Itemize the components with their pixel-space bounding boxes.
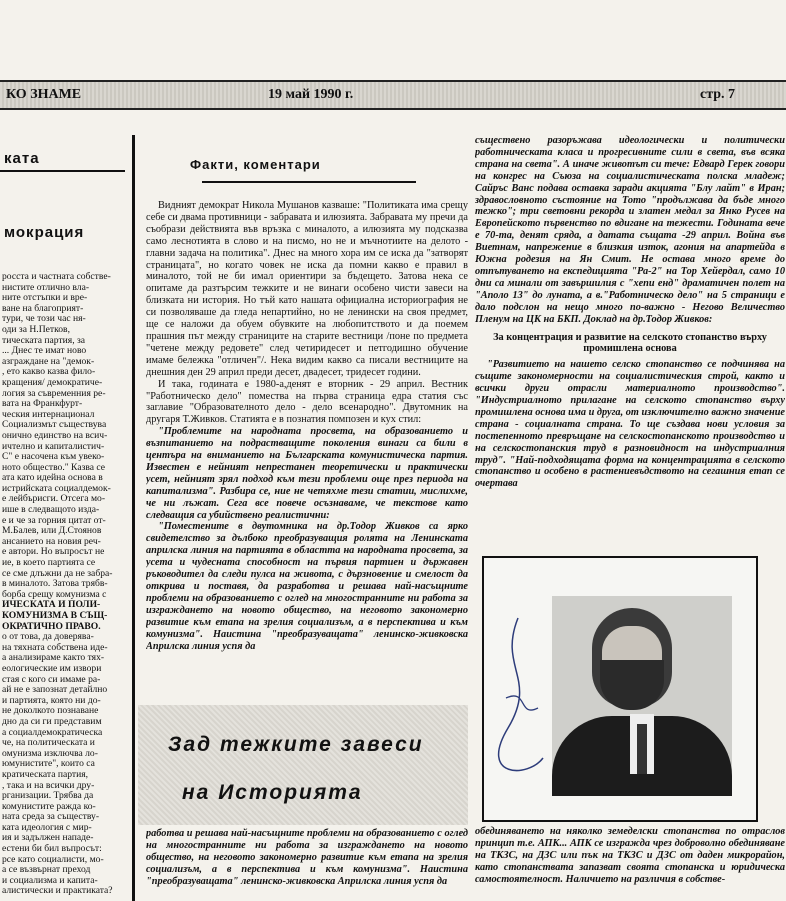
left-headline-2: мокрация: [4, 224, 85, 241]
left-column-line: , ето какво казва фило-: [2, 367, 96, 378]
left-column-line: не доколкото познаване: [2, 706, 99, 717]
article-body-middle: [146, 200, 468, 704]
subheading: За концентрация и развитие на селското стопанство върху промишлена основа: [493, 331, 767, 355]
column-rule: [132, 135, 135, 901]
left-column-line: комунистите ражда ко-: [2, 801, 96, 812]
left-column-line: ване на благоприят-: [2, 303, 84, 314]
left-column-line: кратическата партия,: [2, 769, 89, 780]
left-column-line: С" е насочена към увеко-: [2, 452, 105, 463]
left-column-line: ката идеология с мир-: [2, 822, 92, 833]
paper-name: КО ЗНАМЕ: [6, 87, 82, 102]
left-column-line: М.Балев, или Д.Стоянов: [2, 526, 102, 537]
section-heading: Факти, коментари: [190, 157, 321, 172]
left-column-line: рсе като социалисти, мо-: [2, 854, 104, 865]
left-column-line: ия и задължен нападе-: [2, 833, 94, 844]
left-column-line: ... Днес те имат ново: [2, 346, 87, 357]
left-column-line: онично единство на всич-: [2, 430, 108, 441]
left-column-line: е автори. Но въпросът не: [2, 547, 105, 558]
left-column-line: Социализмът съществува: [2, 420, 107, 431]
left-column-line: еологические им извори: [2, 663, 102, 674]
issue-date: 19 май 1990 г.: [268, 87, 354, 102]
left-column-line: КОМУНИЗМА В СЪЩ-: [2, 611, 108, 621]
left-column-line: азграждане на "демок-: [2, 356, 95, 367]
left-column-line: ИЧЕСКАТА И ПОЛИ-: [2, 600, 101, 611]
left-column-line: вата на Франкфурт-: [2, 399, 83, 410]
left-column-line: алистически и практиката?: [2, 886, 113, 897]
left-column-line: а се възвърнат преход: [2, 865, 91, 876]
signature-icon: [488, 608, 558, 788]
left-column-line: в миналото. Затова трябв-: [2, 579, 108, 590]
left-column-line: ансанието на новия реч-: [2, 536, 101, 547]
left-column-line: на тяхната собствена иде-: [2, 642, 108, 653]
left-column-line: стая с кого си имаме ра-: [2, 674, 101, 685]
left-column-line: ното общество." Казва се: [2, 462, 106, 473]
left-column-line: нистите отлично вла-: [2, 282, 90, 293]
left-column-line: о от това, да доверява-: [2, 632, 94, 643]
left-column-line: ише в следващото изда-: [2, 505, 100, 516]
left-column-line: ната среда за съществу-: [2, 812, 100, 823]
headline-line-2: на Историята: [182, 781, 363, 804]
left-column-line: логия за съвременния ре-: [2, 388, 106, 399]
left-column-line: и партията, която ни до-: [2, 695, 101, 706]
left-column-line: и социализма и капита-: [2, 875, 98, 886]
left-headline-1: ката: [4, 150, 40, 167]
left-column-line: росста и частната собстве-: [2, 272, 111, 282]
left-column-line: рганизации. Трябва да: [2, 791, 94, 802]
left-column-line: тури, че този час ня-: [2, 314, 86, 325]
left-column-line: а анализираме както тях-: [2, 653, 105, 664]
left-column-text: [2, 272, 128, 898]
photo-frame: [482, 556, 758, 822]
left-column-line: истрийската социалдемок-: [2, 483, 111, 494]
left-column-line: е лейбърисги. Отсега мо-: [2, 494, 106, 505]
left-column-line: че, на политическата и: [2, 738, 95, 749]
heading-underline: [202, 181, 416, 183]
left-column-line: юмунистите", които са: [2, 759, 95, 770]
left-column-line: дно да си ги представим: [2, 716, 102, 727]
left-column-line: естени би бил въпросът:: [2, 844, 102, 855]
left-column-line: ие, в което партията се: [2, 558, 96, 569]
left-column-line: оди за Н.Петков,: [2, 324, 70, 335]
left-column-line: се сме длъжни да не забра-: [2, 568, 113, 579]
left-column-line: борба срещу комунизма с: [2, 589, 107, 600]
article-body-right-bottom: обединяването на няколко земеделски стопанства по отраслов принцип т.е. АПК... АПК се изгражда чрез доброволно обединяване на ТКЗС, на ДЗС или пък на ТКЗС и ДЗС от даден микрорайон, като стопанствата запазват своята стопанска и юридическа самостоятелност. Наличието на различия в собстве-: [475, 826, 785, 885]
left-column-line: ай не е запознат детайлно: [2, 685, 108, 696]
quote-paragraph: "Проблемите на народната просвета, на образованието и възпитанието на подрастващите поколения винаги са били в центъра на вниманието на Българската комунистическа партия. Известен е нейният непрестанен теоретически и практически усет, нейният зрял подход към тези проблеми още през периода на капитализма". Разбира се, ние не четяхме тези статии, мислихме, че ни лъжат. Сега все повече осъзнаваме, че текстове като следващия са убийствено реалистични:: [146, 426, 468, 521]
quote-paragraph: "Развитието на нашето селско стопанство се подчинява на същите закономерности на социалистическия строй, както и всички други отрасли материалното производство". "Индустриалното прилагане на селското стопанство върху промишлена основа има и друга, от изключително важно значение страна - социалната страна. То ще създава нови условия за постепенното превръщане на селскостопанското производство и на селскостопанския труд в разновидност на индустриалния труд". "Най-подходящата форма на концентрацията в селското стопанство и особено в растениевъдството на сегашния етап се очертава: [475, 359, 785, 490]
quote-paragraph: "Поместените в двутомника на др.Тодор Живков са ярко свидетелство за дълбоко преобразуващия ролята на Ленинската априлска линия на партията в областта на народната просвета, за усета и чудесната способност на първия партиен и държавен ръководител да следи пулса на живота, с дързновение и смелост да открива и поставя, да разработва и решава най-насъщните проблеми на образованието с оглед на многостранните ни работа за изграждането на новото общество, на неговото закономерно развитие към етапа на зрелия социализъм, а в перспектива и към комунизма". Наистина "преобразуващата" ленинско-живковска Априлска линия успя да: [146, 521, 468, 652]
left-column-line: , така и на всички дру-: [2, 780, 95, 791]
left-column-line: ата като идейна основа в: [2, 473, 103, 484]
article-body-right: [475, 135, 785, 545]
page-number: стр. 7: [700, 87, 736, 102]
masthead-bar: [0, 80, 786, 110]
portrait-photo: [552, 596, 732, 796]
left-divider: [0, 170, 125, 172]
left-column-line: кращения/ демократиче-: [2, 377, 103, 388]
left-column-line: ичтелно и капиталистич-: [2, 441, 105, 452]
left-column-line: е и че за горния цитат от-: [2, 515, 106, 526]
left-column-line: ОКРАТИЧНО ПРАВО.: [2, 621, 101, 632]
paragraph: И така, годината е 1980-а,денят е вторник - 29 април. Вестник "Работническо дело" помества на първа страница едра статия със заглавие "Образователното дело - дело всенародно". Двутомник на другаря Т.Живков. Статията е в познатия помпозен и кух стил:: [146, 378, 468, 426]
left-column-line: а социалдемократическа: [2, 727, 103, 738]
left-column-line: омунизма изключва ло-: [2, 748, 98, 759]
article-continuation: работва и решава най-насъщните проблеми на образованието с оглед на многостранните ни работа за изграждането на новото общество, на неговото закономерно развитие към етапа на зрелия социализъм, а в перспектива и към комунизма". Наистина "преобразуващата" ленинско-живковска Априлска линия успя да: [146, 828, 468, 887]
headline-banner: [138, 705, 468, 825]
left-column-line: тическата партия, за: [2, 335, 86, 346]
headline-line-1: Зад тежките завеси: [168, 733, 424, 756]
paragraph: Видният демократ Никола Мушанов казваше: "Политиката има срещу себе си двама противници - забравата и илюзията. Забравата му пречи да съобрази действията във връзка с миналото, а илюзията му подсказва само леснотията в слово и на писмо, но не и мъчнотиите на делото - главни задача на политика". Днес на много хора им се иска да "затворят страницата", но когато човек не иска да помни какво е правил в миналото, той не би имал ориентири за бъдещето. Затова нека се опитаме да разтърсим тежките и не винаги особено чисти завеси на близката ни история. Но тъй като нашата официална историография не си позволяваше да гледа непартийно, но не ленински на своя предмет, ще се наложи да обуем обувките на любопитството и да поемем прашния път между страниците на старите вестници /поне по предмета "четене между редовете" след четиридесет и петгодишно обучение имаме бележка "отличен"/. Нека видим какво са писали вестниците на днешния ден 29 април преди десет, двадесет, тридесет години.: [146, 200, 468, 378]
paragraph: съществено разоръжава идеологически и политически работническата класа и прогресивните сили в света, във всяка страна на света". А иначе животът си тече: Едвард Герек говори на конгрес на Съюза на социалистическата полска младеж; Сайръс Ванс подава оставка заради акцията "Блу лайт" в Иран; здравословното състояние на Тото "продължава да бъде много тежко"; три световни рекорда и златен медал за Янко Русев на Европейското първенство по вдигане на тежести. Годината вече е 70-та, денят сряда, а датата същата -29 април. Война във Виетнам, напрежение в близкия изток, агония на апартейда в Южна родезия на Ян Смит. Не остава много време до отпътуването на експедицията "Ра-2" на Тор Хейердал, само 10 дни са минали от завършилия с "хепи енд" драматичен полет на "Аполо 13" до луната, а в."Работническо дело" на 5 страници е дало подслон на нещо много по-важно - Негово Величество Пленум на ЦК на БКП. Доклад на др.Тодор Живков:: [475, 135, 785, 325]
left-column-line: ческия интернационал: [2, 409, 95, 420]
left-column-line: ните отстъпки и вре-: [2, 293, 88, 304]
